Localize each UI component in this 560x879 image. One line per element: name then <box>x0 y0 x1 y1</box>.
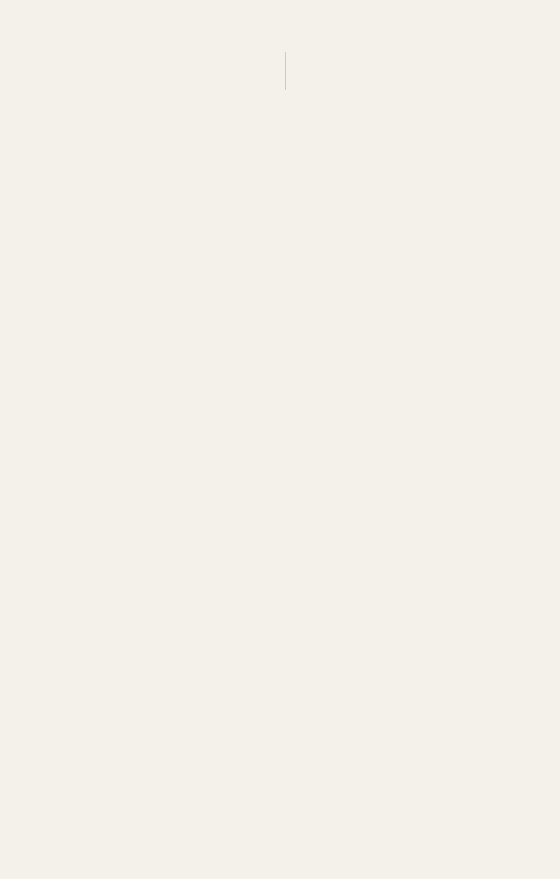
toc-right-column <box>285 52 553 90</box>
part-heading <box>292 68 553 90</box>
part-heading <box>8 52 266 74</box>
toc-left-column <box>8 52 266 74</box>
